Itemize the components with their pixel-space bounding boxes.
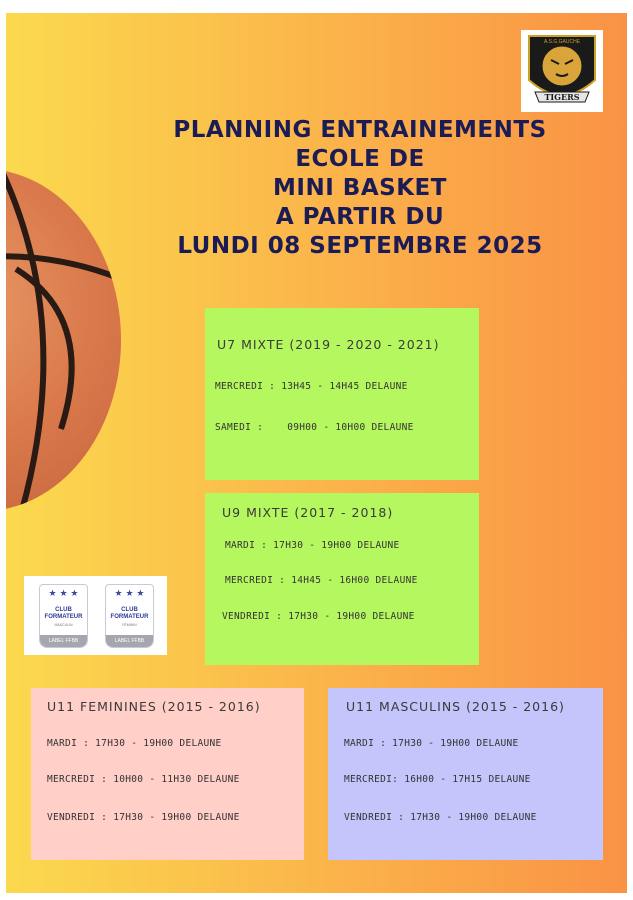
club-formateur-badges	[24, 576, 167, 655]
u9-session-1: MARDI : 17H30 - 19H00 DELAUNE	[225, 540, 400, 551]
badge-label: LABEL FFBB	[106, 635, 153, 647]
title-line-3: MINI BASKET	[273, 175, 447, 201]
title-line-2: ECOLE DE	[295, 146, 425, 172]
poster-title	[98, 116, 622, 261]
badge-stars-icon: ★ ★ ★	[114, 589, 145, 599]
u11-feminines-schedule-box	[31, 688, 304, 860]
u9-session-3: VENDREDI : 17H30 - 19H00 DELAUNE	[222, 611, 415, 622]
title-line-5: LUNDI 08 SEPTEMBRE 2025	[177, 233, 543, 259]
logo-top-text: A.S.G.GAUCHE	[543, 39, 581, 45]
badge-label: LABEL FFBB	[40, 635, 87, 647]
u11m-session-3: VENDREDI : 17H30 - 19H00 DELAUNE	[344, 812, 537, 823]
badge-sub-text: FÉMININ	[122, 623, 137, 627]
badge-formateur-text: FORMATEUR	[44, 614, 83, 620]
u11m-session-1: MARDI : 17H30 - 19H00 DELAUNE	[344, 738, 519, 749]
u7-schedule-box	[205, 308, 479, 480]
u7-title: U7 MIXTE (2019 - 2020 - 2021)	[217, 337, 440, 352]
title-line-1: PLANNING ENTRAINEMENTS	[173, 117, 547, 143]
u11m-title: U11 MASCULINS (2015 - 2016)	[346, 699, 565, 714]
u11f-session-3: VENDREDI : 17H30 - 19H00 DELAUNE	[47, 812, 240, 823]
u9-schedule-box	[205, 493, 479, 665]
badge-sub-text: MASCULIN	[54, 623, 73, 627]
u11f-session-1: MARDI : 17H30 - 19H00 DELAUNE	[47, 738, 222, 749]
u9-session-2: MERCREDI : 14H45 - 16H00 DELAUNE	[225, 575, 418, 586]
u11f-session-2: MERCREDI : 10H00 - 11H30 DELAUNE	[47, 774, 240, 785]
u9-title: U9 MIXTE (2017 - 2018)	[222, 505, 394, 520]
u11f-title: U11 FEMININES (2015 - 2016)	[47, 699, 261, 714]
badge-stars-icon: ★ ★ ★	[48, 589, 79, 599]
title-line-4: A PARTIR DU	[275, 204, 445, 230]
u11-masculins-schedule-box	[328, 688, 603, 860]
logo-name: TIGERS	[544, 92, 580, 102]
badge-feminin	[105, 584, 154, 648]
club-logo	[521, 30, 603, 112]
u7-session-1: MERCREDI : 13H45 - 14H45 DELAUNE	[215, 381, 408, 392]
badge-club-text: CLUB	[55, 607, 72, 613]
badge-formateur-text: FORMATEUR	[110, 614, 149, 620]
badge-club-text: CLUB	[121, 607, 138, 613]
u7-session-2: SAMEDI : 09H00 - 10H00 DELAUNE	[215, 422, 414, 433]
tiger-logo-icon	[521, 30, 603, 112]
u11m-session-2: MERCREDI: 16H00 - 17H15 DELAUNE	[344, 774, 531, 785]
badge-masculin	[39, 584, 88, 648]
poster	[6, 13, 627, 893]
